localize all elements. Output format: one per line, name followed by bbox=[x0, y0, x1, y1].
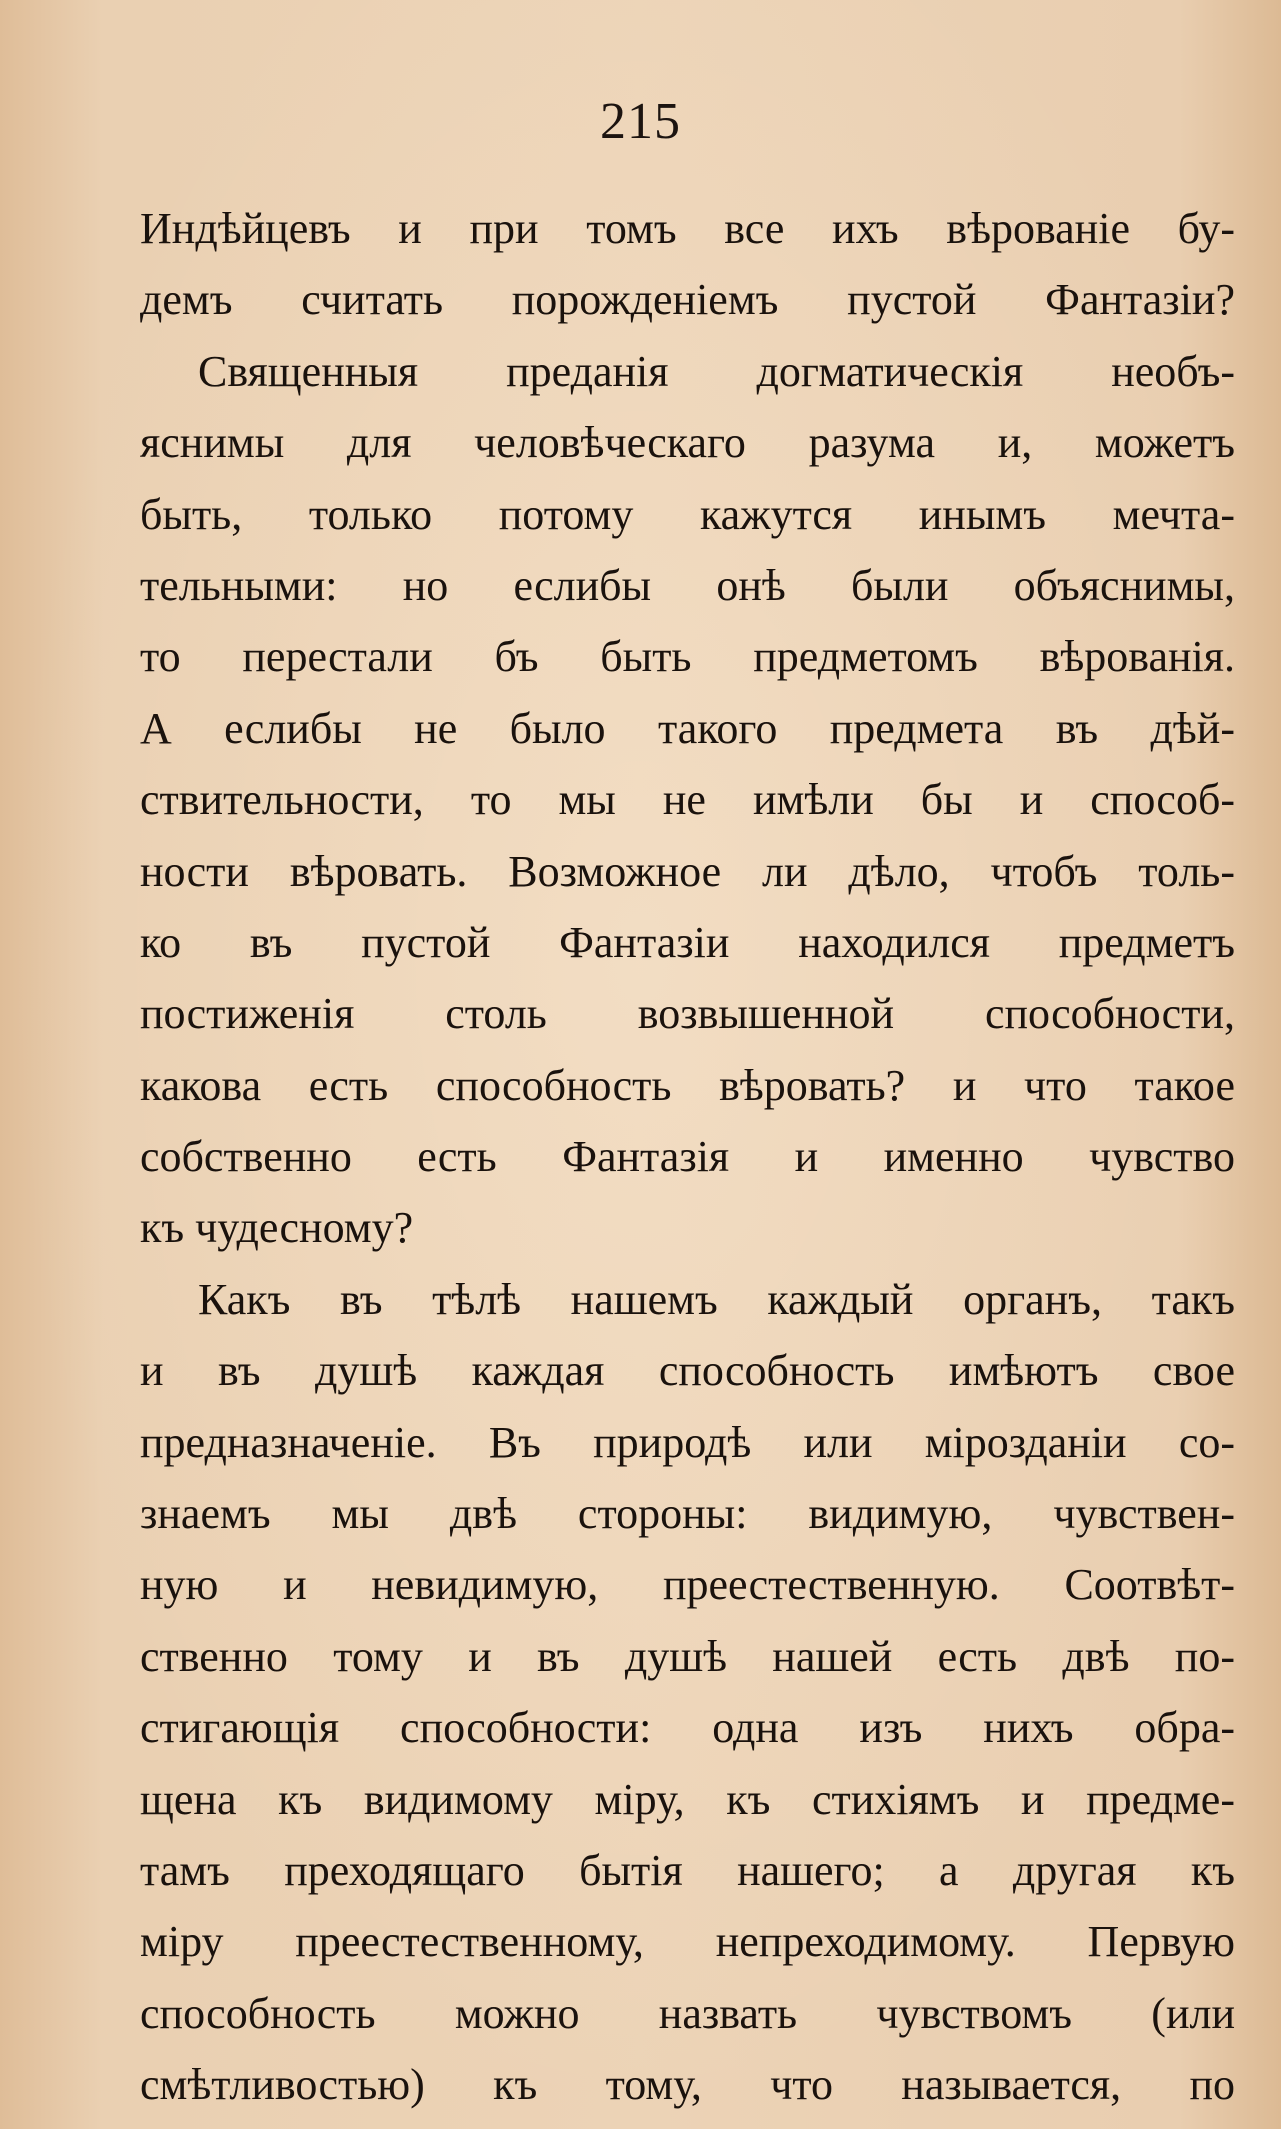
text-line: способность можно назвать чувствомъ (или bbox=[140, 1988, 1235, 2038]
text-line: міру преестественному, непреходимому. Первую bbox=[140, 1917, 1235, 1967]
text-line: тамъ преходящаго бытія нашего; а другая къ bbox=[140, 1845, 1235, 1895]
text-line: къ чудесному? bbox=[140, 1203, 414, 1253]
text-line: ствительности, то мы не имѣли бы и способ- bbox=[140, 775, 1235, 825]
text-line: ко въ пустой Фантазіи находился предметъ bbox=[140, 917, 1235, 967]
text-line: то перестали бъ быть предметомъ вѣрованія. bbox=[140, 632, 1235, 682]
text-line: Индѣйцевъ и при томъ все ихъ вѣрованіе бу- bbox=[140, 204, 1235, 253]
text-line: демъ считать порожденіемъ пустой Фантазіи? bbox=[140, 275, 1235, 325]
text-line: ности вѣровать. Возможное ли дѣло, чтобъ толь- bbox=[140, 846, 1235, 896]
text-line: тельными: но еслибы онѣ были объяснимы, bbox=[140, 560, 1235, 610]
text-line: стигающія способности: одна изъ нихъ обра- bbox=[140, 1703, 1235, 1753]
text-line: смѣтливостью) къ тому, что называется, по bbox=[140, 2060, 1235, 2110]
text-line: Священныя преданія догматическія необъ- bbox=[198, 346, 1235, 396]
text-line: ную и невидимую, преестественную. Соотвѣт- bbox=[140, 1560, 1235, 1610]
text-line: быть, только потому кажутся инымъ мечта- bbox=[140, 489, 1235, 539]
text-line: Какъ въ тѣлѣ нашемъ каждый органъ, такъ bbox=[198, 1274, 1235, 1324]
body-text bbox=[140, 193, 1235, 2121]
text-line: яснимы для человѣческаго разума и, можетъ bbox=[140, 418, 1235, 468]
page-number: 215 bbox=[600, 93, 681, 150]
text-line: щена къ видимому міру, къ стихіямъ и предме- bbox=[140, 1774, 1235, 1824]
text-line: ственно тому и въ душѣ нашей есть двѣ по- bbox=[140, 1631, 1235, 1681]
text-line: собственно есть Фантазія и именно чувство bbox=[140, 1132, 1235, 1182]
text-line: какова есть способность вѣровать? и что такое bbox=[140, 1060, 1235, 1110]
text-line: А еслибы не было такого предмета въ дѣй- bbox=[140, 703, 1235, 753]
text-line: постиженія столь возвышенной способности, bbox=[140, 989, 1235, 1039]
text-line: и въ душѣ каждая способность имѣютъ свое bbox=[140, 1346, 1235, 1396]
text-line: знаемъ мы двѣ стороны: видимую, чувствен- bbox=[140, 1489, 1235, 1539]
text-line: предназначеніе. Въ природѣ или мірозданіи со- bbox=[140, 1417, 1235, 1467]
